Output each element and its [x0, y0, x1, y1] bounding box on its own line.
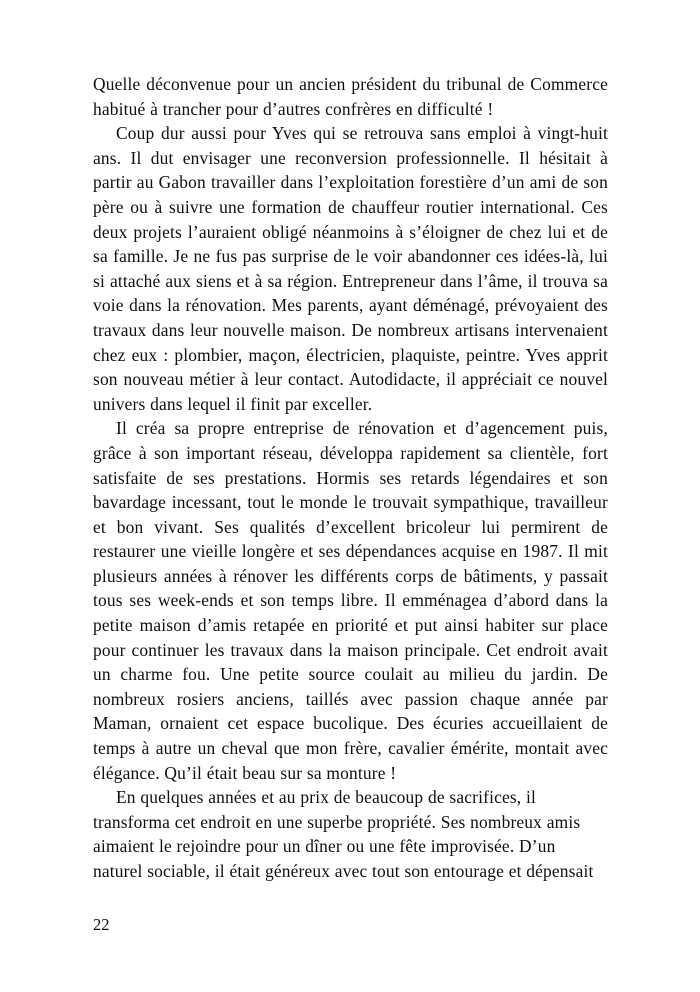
paragraph: Coup dur aussi pour Yves qui se retrouva sans emploi à vingt-huit ans. Il dut envisager une reconversion professionnelle. Il hésitait à partir au Gabon travailler dans l’exploitation forestière d’un ami de son père ou à suivre une formation de chauffeur routier international. Ces deux projets l’auraient obligé néanmoins à s’éloigner de chez lui et de sa famille. Je ne fus pas surprise de le voir abandonner ces idées-là, lui si attaché aux siens et à sa région. Entrepreneur dans l’âme, il trouva sa voie dans la rénovation. Mes parents, ayant déménagé, prévoyaient des travaux dans leur nouvelle maison. De nombreux artisans intervenaient chez eux : plombier, maçon, électricien, plaquiste, peintre. Yves apprit son nouveau métier à leur contact. Autodidacte, il appréciait ce nouvel univers dans lequel il finit par exceller. [93, 123, 608, 414]
paragraph: Quelle déconvenue pour un ancien président du tribunal de Commerce habitué à trancher pour d’autres confrères en difficulté ! [93, 74, 608, 119]
paragraph: En quelques années et au prix de beaucoup de sacrifices, il transforma cet endroit en une superbe propriété. Ses nombreux amis aimaient le rejoindre pour un dîner ou une fête improvisée. D’un naturel sociable, il était généreux avec tout son entourage et dépensait [93, 787, 594, 881]
body-text-column [93, 72, 608, 884]
paragraph: Il créa sa propre entreprise de rénovation et d’agencement puis, grâce à son important réseau, développa rapidement sa clientèle, fort satisfaite de ses prestations. Hormis ses retards légendaires et son bavardage incessant, tout le monde le trouvait sympathique, travailleur et bon vivant. Ses qualités d’excellent bricoleur lui permirent de restaurer une vieille longère et ses dépendances acquise en 1987. Il mit plusieurs années à rénover les différents corps de bâtiments, y passait tous ses week-ends et son temps libre. Il emménagea d’abord dans la petite maison d’amis retapée en priorité et put ainsi habiter sur place pour continuer les travaux dans la maison principale. Cet endroit avait un charme fou. Une petite source coulait au milieu du jardin. De nombreux rosiers anciens, taillés avec passion chaque année par Maman, ornaient cet espace bucolique. Des écuries accueillaient de temps à autre un cheval que mon frère, cavalier émérite, montait avec élégance. Qu’il était beau sur sa monture ! [93, 418, 608, 783]
page-number: 22 [93, 915, 110, 934]
